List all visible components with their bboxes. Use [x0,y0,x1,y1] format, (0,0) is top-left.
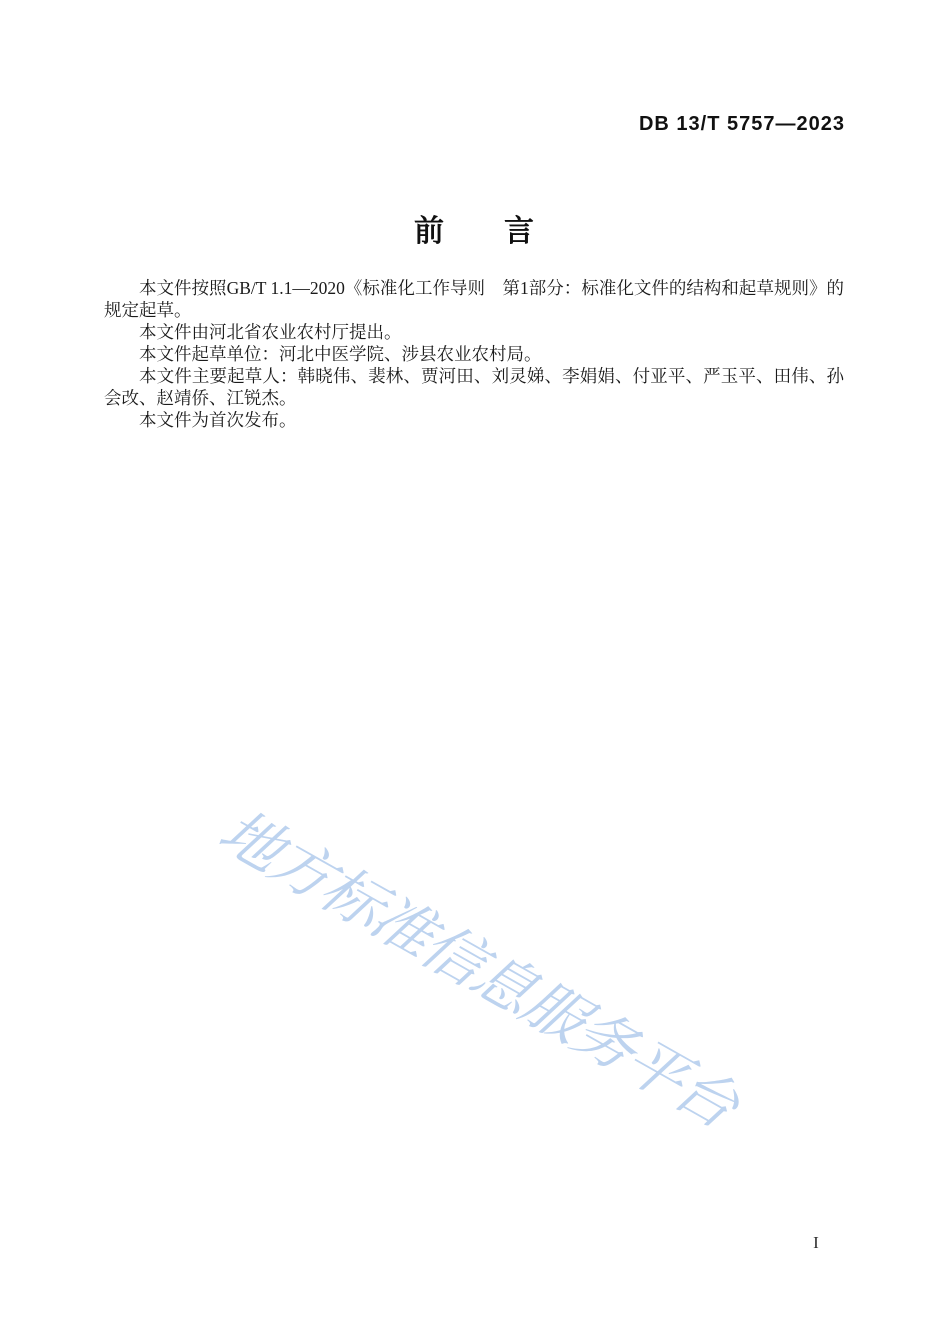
page-number: I [813,1233,819,1252]
watermark-text: 地方标准信息服务平台 [207,798,749,1140]
foreword-body [104,277,844,431]
paragraph-main-drafters: 本文件主要起草人：韩晓伟、裴林、贾河田、刘灵娣、李娟娟、付亚平、严玉平、田伟、孙会改、赵靖侨、江锐杰。 [104,366,844,408]
paragraph-proposed-by: 本文件由河北省农业农村厅提出。 [139,322,402,342]
paragraph-first-release: 本文件为首次发布。 [139,410,297,430]
paragraph-drafting-organizations: 本文件起草单位：河北中医学院、涉县农业农村局。 [139,344,542,364]
document-number: DB 13/T 5757—2023 [638,113,845,135]
paragraph-drafting-rules: 本文件按照GB/T 1.1—2020《标准化工作导则 第1部分：标准化文件的结构和起草规则》的规定起草。 [104,278,844,320]
page-title: 前 言 [414,215,534,248]
